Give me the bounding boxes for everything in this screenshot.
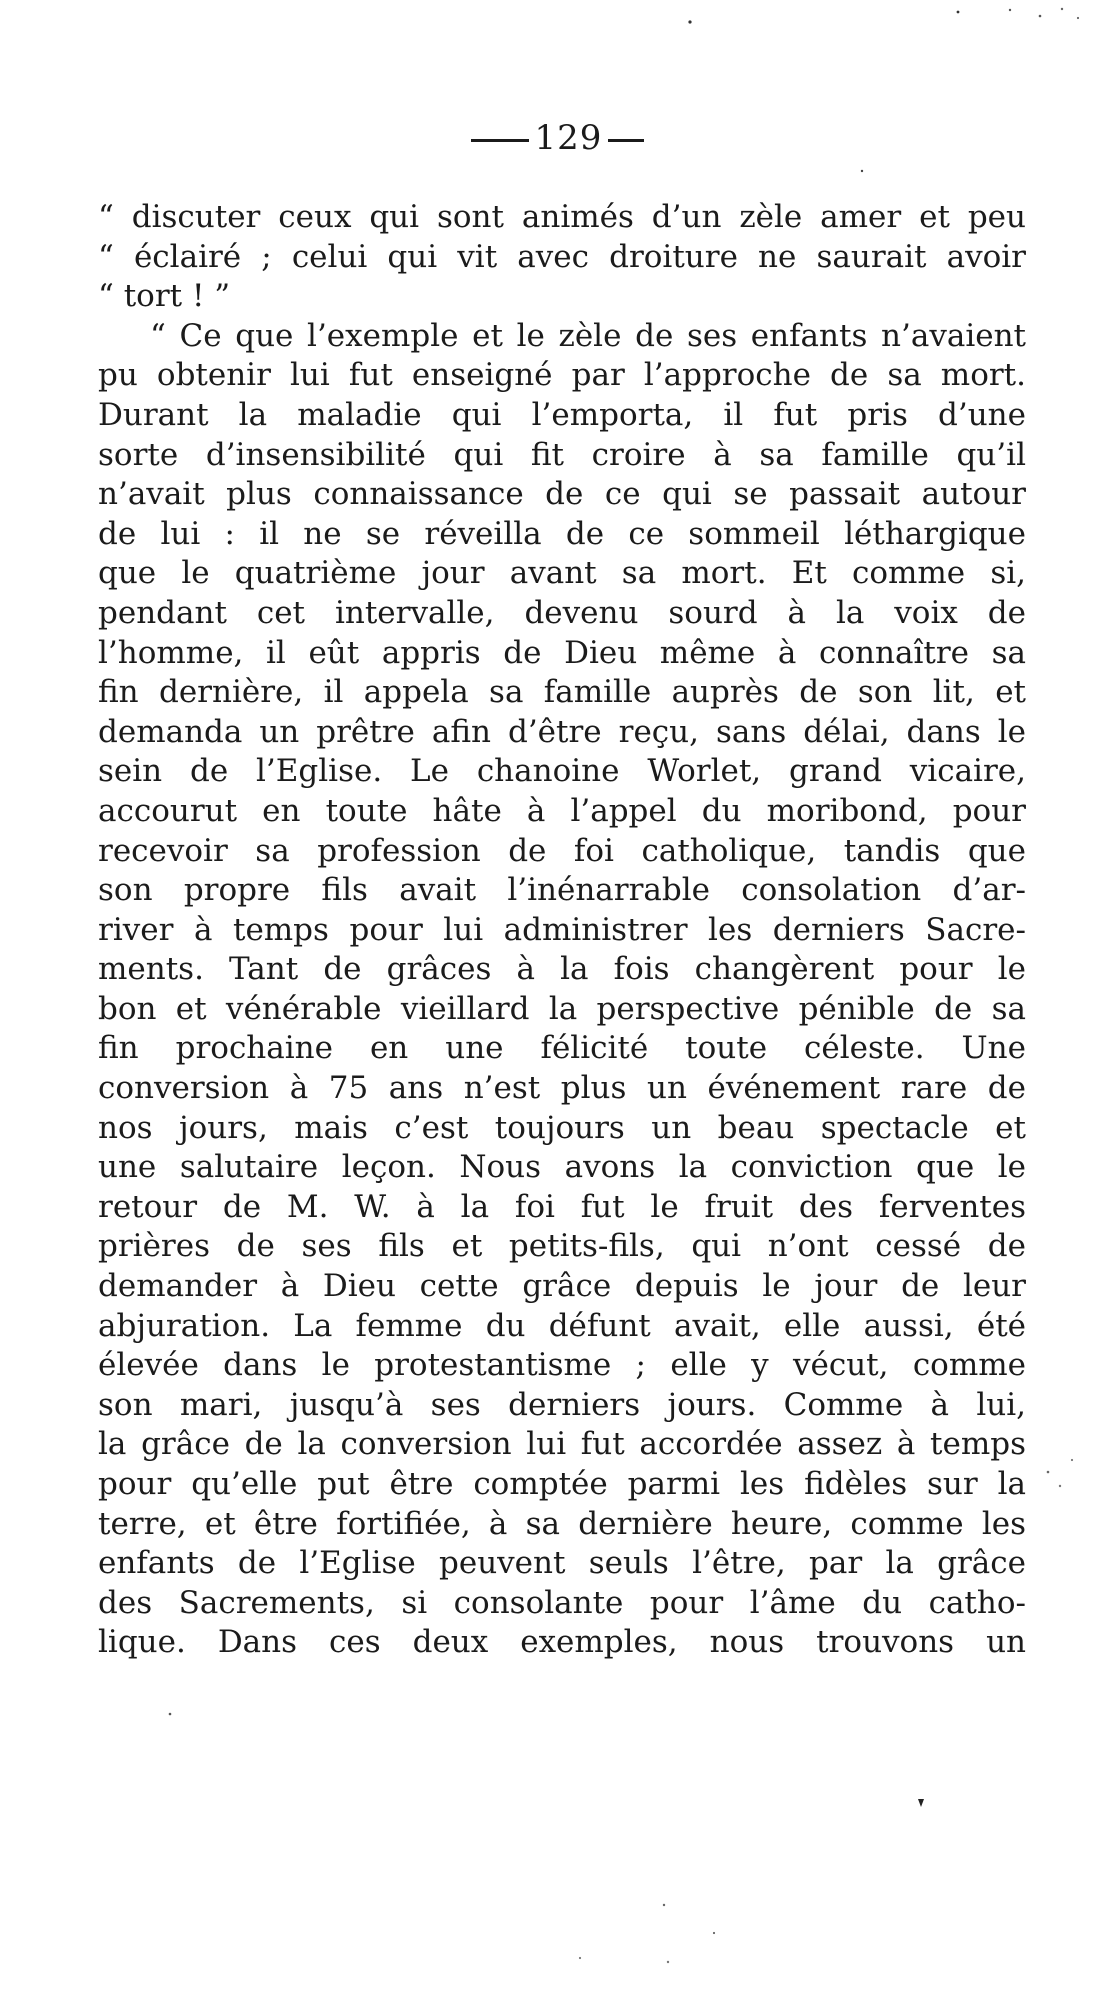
text-line: “ discuter ceux qui sont animés d’un zèle amer et peu — [98, 199, 1026, 235]
text-line: “ éclairé ; celui qui vit avec droiture ne saurait avoir — [98, 238, 1026, 275]
text-line: que le quatrième jour avant sa mort. Et comme si, — [98, 555, 1026, 592]
page-number — [0, 118, 1115, 158]
text-line: Durant la maladie qui l’emporta, il fut pris d’une — [98, 396, 1026, 433]
text-line: sein de l’Eglise. Le chanoine Worlet, grand vicaire, — [98, 753, 1026, 790]
text-line: pour qu’elle put être comptée parmi les fidèles sur la — [98, 1466, 1026, 1502]
page-number-left-rule — [471, 139, 529, 142]
text-line: enfants de l’Eglise peuvent seuls l’être, par la grâce — [98, 1545, 1026, 1582]
text-line: son mari, jusqu’à ses derniers jours. Comme à lui, — [98, 1386, 1026, 1423]
text-line: recevoir sa profession de foi catholique, tandis que — [98, 832, 1026, 869]
text-line: n’avait plus connaissance de ce qui se passait autour — [98, 476, 1026, 513]
page-number-text: 129 — [534, 118, 603, 158]
text-line: demanda un prêtre afin d’être reçu, sans délai, dans le — [98, 713, 1026, 750]
text-line: l’homme, il eût appris de Dieu même à connaître sa — [98, 634, 1026, 671]
text-line: lique. Dans ces deux exemples, nous trouvons un — [98, 1624, 1026, 1661]
text-line: de lui : il ne se réveilla de ce sommeil léthargique — [98, 515, 1026, 552]
text-line: la grâce de la conversion lui fut accordée assez à temps — [98, 1426, 1026, 1463]
text-line: fin dernière, il appela sa famille auprès de son lit, et — [98, 674, 1026, 711]
text-line: pendant cet intervalle, devenu sourd à la voix de — [98, 594, 1026, 631]
text-line: bon et vénérable vieillard la perspective pénible de sa — [98, 990, 1026, 1027]
text-line: nos jours, mais c’est toujours un beau spectacle et — [98, 1109, 1026, 1146]
text-line: river à temps pour lui administrer les derniers Sacre- — [98, 911, 1026, 948]
text-line: accourut en toute hâte à l’appel du moribond, pour — [98, 792, 1026, 829]
text-line: une salutaire leçon. Nous avons la conviction que le — [98, 1149, 1026, 1186]
text-line: élevée dans le protestantisme ; elle y vécut, comme — [98, 1347, 1026, 1384]
text-line: prières de ses fils et petits-fils, qui n’ont cessé de — [98, 1228, 1026, 1265]
text-line: des Sacrements, si consolante pour l’âme du catho- — [98, 1584, 1026, 1621]
text-line: pu obtenir lui fut enseigné par l’approche de sa mort. — [98, 357, 1026, 394]
body-text — [98, 198, 1026, 1663]
text-line: “ tort ! ” — [98, 278, 231, 315]
text-line: sorte d’insensibilité qui fit croire à sa famille qu’il — [98, 436, 1026, 473]
text-line: conversion à 75 ans n’est plus un événement rare de — [98, 1070, 1026, 1107]
text-line: son propre fils avait l’inénarrable consolation d’ar- — [98, 872, 1026, 909]
text-line: terre, et être fortifiée, à sa dernière heure, comme les — [98, 1505, 1026, 1542]
page-number-right-rule — [608, 139, 644, 142]
text-line: retour de M. W. à la foi fut le fruit des ferventes — [98, 1188, 1026, 1225]
text-line: “ Ce que l’exemple et le zèle de ses enfants n’avaient — [150, 317, 1026, 354]
text-line: demander à Dieu cette grâce depuis le jour de leur — [98, 1268, 1026, 1305]
text-line: abjuration. La femme du défunt avait, elle aussi, été — [98, 1307, 1026, 1344]
text-line: fin prochaine en une félicité toute céleste. Une — [98, 1030, 1026, 1067]
text-line: ments. Tant de grâces à la fois changèrent pour le — [98, 951, 1026, 988]
